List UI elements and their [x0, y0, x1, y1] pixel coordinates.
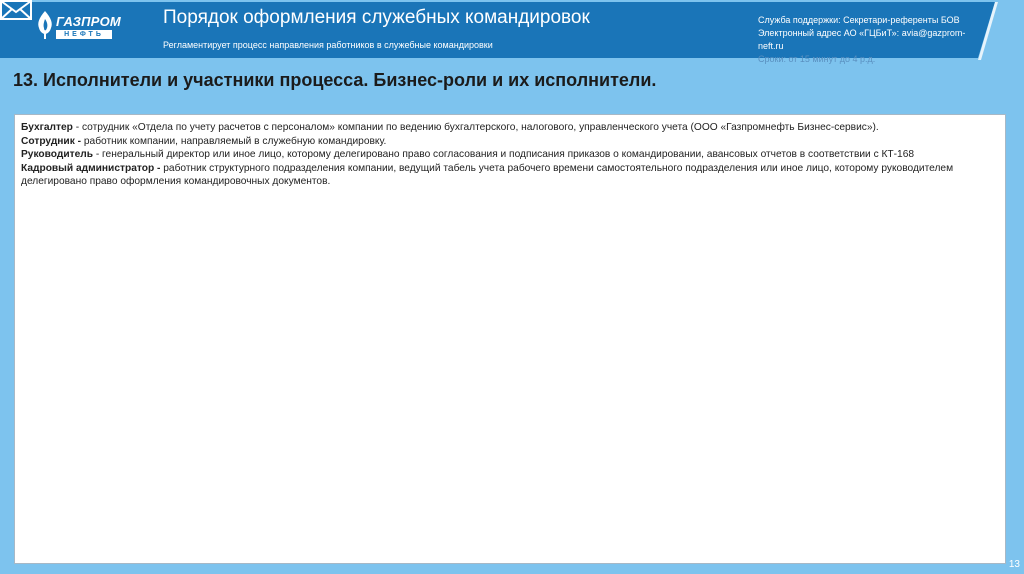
role-employee [21, 135, 999, 149]
role-manager [21, 148, 999, 162]
role-term: Бухгалтер [21, 122, 73, 133]
role-desc: работник компании, направляемый в служебную командировку. [81, 135, 387, 147]
section-title: 13. Исполнители и участники процесса. Бизнес-роли и их исполнители. [13, 70, 657, 90]
support-line-3: Сроки: от 15 минут до 4 р.д. [758, 54, 876, 64]
role-desc: - сотрудник «Отдела по учету расчетов с персоналом» компании по ведению бухгалтерского, налогового, управленческого учета (ООО «Газпромнефть Бизнес-сервис»). [72, 122, 879, 133]
page-subtitle: Регламентирует процесс направления работников в служебные командировки [163, 40, 493, 50]
content-box [14, 114, 1006, 564]
support-line-2: Электронный адрес АО «ГЦБиТ»: avia@gazprom-neft.ru [758, 28, 966, 51]
logo-sub: НЕФТЬ [56, 30, 112, 39]
envelope-icon[interactable] [0, 0, 32, 20]
support-info [758, 14, 973, 66]
role-desc: работник структурного подразделения компании, ведущий табель учета рабочего времени самостоятельного подразделения или иное лицо, которому руководителем делегировано право оформления командировочных документов. [21, 162, 954, 188]
support-line-1: Служба поддержки: Секретари-референты БОВ [758, 15, 960, 25]
role-accountant [21, 121, 999, 135]
page-title: Порядок оформления служебных командировок [163, 7, 590, 28]
role-term: Кадровый администратор - [21, 162, 161, 174]
header-banner [0, 0, 1024, 64]
flame-icon [34, 10, 56, 40]
role-hr-admin [21, 162, 999, 189]
role-desc: - генеральный директор или иное лицо, которому делегировано право согласования и подписания приказов о командировании, авансовых отчетов в соответствии с КТ-168 [92, 149, 915, 161]
page-number: 13 [1008, 559, 1020, 570]
company-logo [34, 8, 121, 44]
role-term: Руководитель [21, 149, 93, 161]
logo-brand: ГАЗПРОМ [56, 14, 121, 29]
role-term: Сотрудник - [21, 135, 82, 147]
